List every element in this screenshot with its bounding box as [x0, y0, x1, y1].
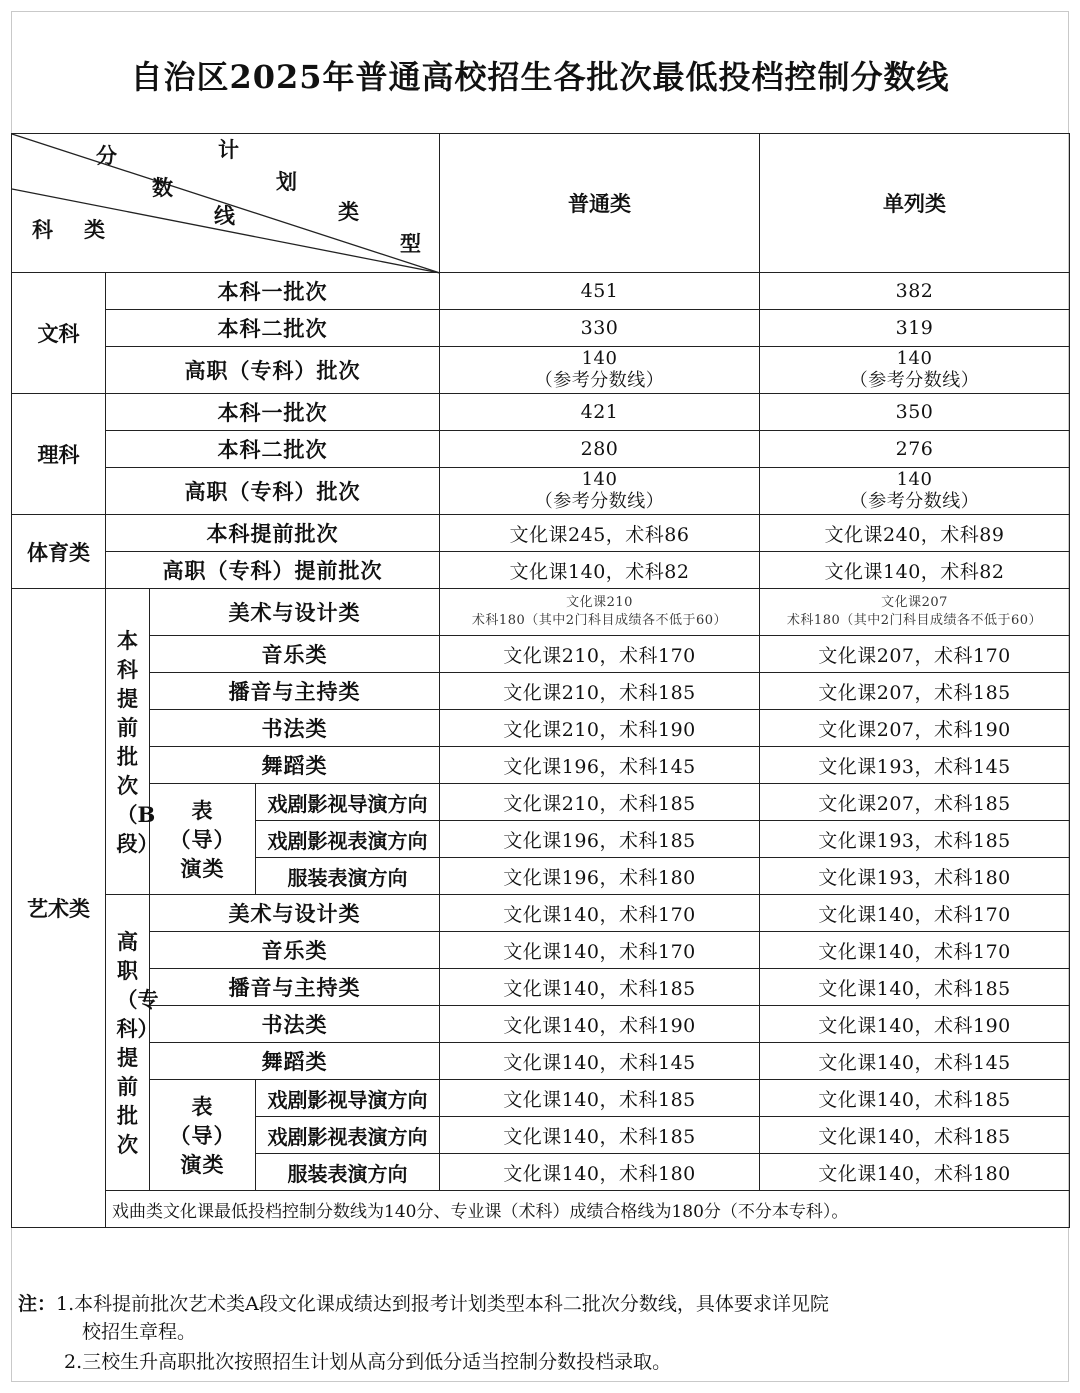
value-putong: 文化课245，术科86 — [440, 515, 760, 552]
diag-char-lei2: 类 — [84, 217, 105, 242]
footnote-1-line-1: 1.本科提前批次艺术类A段文化课成绩达到报考计划类型本科二批次分数线，具体要求详见院 — [56, 1293, 829, 1315]
row-label: 戏剧影视表演方向 — [256, 821, 440, 858]
table-row — [12, 552, 1070, 589]
value-danlie: 文化课240，术科89 — [760, 515, 1070, 552]
row-label: 本科二批次 — [106, 431, 440, 468]
value-danlie: 文化课193，术科185 — [760, 821, 1070, 858]
batch-gaozhi-text: 高职（专科）提前批次 — [116, 928, 159, 1157]
diag-char-xing: 型 — [400, 231, 421, 256]
value-danlie: 350 — [760, 394, 1070, 431]
value-putong: 文化课140，术科145 — [440, 1043, 760, 1080]
value-danlie: 文化课140，术科180 — [760, 1154, 1070, 1191]
row-label: 舞蹈类 — [150, 1043, 440, 1080]
col-header-putong: 普通类 — [440, 134, 760, 273]
value-danlie: 文化课207，术科185 — [760, 673, 1070, 710]
value-putong: 280 — [440, 431, 760, 468]
page-title: 自治区2025年普通高校招生各批次最低投档控制分数线 — [130, 58, 950, 96]
subgroup-biaoyan — [150, 1080, 256, 1191]
value-main: 文化课210 — [566, 595, 633, 610]
batch-gaozhi — [106, 895, 159, 1191]
value-danlie: 文化课140，术科145 — [760, 1043, 1070, 1080]
group-like: 理科 — [12, 394, 106, 515]
table-row — [12, 1080, 1070, 1117]
value-putong: 文化课140，术科185 — [440, 1080, 760, 1117]
value-danlie: 文化课207，术科170 — [760, 636, 1070, 673]
value-danlie: 文化课207，术科190 — [760, 710, 1070, 747]
value-putong: 330 — [440, 310, 760, 347]
value-putong: 文化课140，术科185 — [440, 1117, 760, 1154]
score-table — [11, 133, 1070, 1228]
diagonal-header-cell — [12, 134, 440, 273]
table-row — [12, 1006, 1070, 1043]
col-header-danlie: 单列类 — [760, 134, 1070, 273]
value-danlie: 文化课140，术科185 — [760, 1080, 1070, 1117]
value-putong: 文化课210，术科170 — [440, 636, 760, 673]
table-header — [12, 134, 1070, 273]
value-note: （参考分数线） — [849, 370, 980, 391]
row-label: 高职（专科）批次 — [106, 468, 440, 515]
table-row — [12, 347, 1070, 394]
group-yishu: 艺术类 — [12, 589, 106, 1228]
diag-char-lei: 类 — [338, 199, 359, 224]
value-danlie — [760, 347, 1070, 394]
subgroup-biaoyan-text: 表（导）演类 — [169, 797, 236, 881]
value-putong: 文化课210，术科185 — [440, 784, 760, 821]
row-label: 书法类 — [150, 710, 440, 747]
value-putong: 文化课196，术科180 — [440, 858, 760, 895]
row-label: 高职（专科）提前批次 — [106, 552, 440, 589]
value-danlie: 文化课207，术科185 — [760, 784, 1070, 821]
value-note: （参考分数线） — [534, 491, 665, 512]
value-note: （参考分数线） — [849, 491, 980, 512]
value-main: 文化课207 — [881, 595, 948, 610]
batch-benke-b — [106, 589, 159, 895]
row-label: 戏剧影视导演方向 — [256, 1080, 440, 1117]
value-danlie: 文化课140，术科170 — [760, 895, 1070, 932]
diag-char-ke: 科 — [32, 217, 53, 242]
value-danlie: 文化课193，术科180 — [760, 858, 1070, 895]
group-wenke: 文科 — [12, 273, 106, 394]
value-putong: 文化课196，术科145 — [440, 747, 760, 784]
table-row — [12, 468, 1070, 515]
value-putong: 文化课196，术科185 — [440, 821, 760, 858]
value-danlie: 319 — [760, 310, 1070, 347]
value-putong — [440, 468, 760, 515]
table-row — [12, 710, 1070, 747]
row-label: 音乐类 — [150, 636, 440, 673]
row-label: 戏剧影视表演方向 — [256, 1117, 440, 1154]
row-label: 音乐类 — [150, 932, 440, 969]
value-putong — [440, 347, 760, 394]
value-putong: 文化课140，术科185 — [440, 969, 760, 1006]
value-main: 140 — [896, 348, 933, 369]
table-row — [12, 273, 1070, 310]
footnote-1 — [18, 1290, 978, 1346]
value-main: 140 — [581, 348, 618, 369]
value-putong: 文化课210，术科190 — [440, 710, 760, 747]
diag-char-xian: 线 — [214, 203, 235, 228]
row-label: 播音与主持类 — [150, 969, 440, 1006]
row-label: 本科一批次 — [106, 273, 440, 310]
row-label: 美术与设计类 — [150, 895, 440, 932]
diag-char-ji: 计 — [218, 137, 239, 162]
value-putong: 文化课140，术科170 — [440, 932, 760, 969]
value-putong: 451 — [440, 273, 760, 310]
value-danlie — [760, 468, 1070, 515]
table-row — [12, 589, 1070, 636]
row-label: 书法类 — [150, 1006, 440, 1043]
value-note: 术科180（其中2门科目成绩各不低于60） — [471, 613, 728, 628]
value-danlie — [760, 589, 1070, 636]
table-row — [12, 636, 1070, 673]
value-danlie: 文化课140，术科190 — [760, 1006, 1070, 1043]
row-label: 戏剧影视导演方向 — [256, 784, 440, 821]
value-danlie: 文化课193，术科145 — [760, 747, 1070, 784]
value-putong: 421 — [440, 394, 760, 431]
table-row — [12, 969, 1070, 1006]
table-row — [12, 515, 1070, 552]
value-danlie: 文化课140，术科170 — [760, 932, 1070, 969]
value-putong: 文化课140，术科190 — [440, 1006, 760, 1043]
table-row — [12, 1191, 1070, 1228]
footnote-prefix: 注： — [18, 1293, 57, 1315]
value-putong: 文化课140，术科170 — [440, 895, 760, 932]
footnote-2: 2.三校生升高职批次按照招生计划从高分到低分适当控制分数投档录取。 — [64, 1351, 672, 1373]
row-label: 播音与主持类 — [150, 673, 440, 710]
table-row — [12, 1043, 1070, 1080]
value-main: 140 — [581, 469, 618, 490]
value-main: 140 — [896, 469, 933, 490]
table-row — [12, 431, 1070, 468]
value-danlie: 文化课140，术科82 — [760, 552, 1070, 589]
row-label: 服装表演方向 — [256, 1154, 440, 1191]
xiqu-note: 戏曲类文化课最低投档控制分数线为140分、专业课（术科）成绩合格线为180分（不分本专科）。 — [106, 1191, 1070, 1228]
row-label: 高职（专科）批次 — [106, 347, 440, 394]
subgroup-biaoyan-text: 表（导）演类 — [169, 1093, 236, 1177]
table-row — [12, 784, 1070, 821]
value-danlie: 276 — [760, 431, 1070, 468]
group-tiyu: 体育类 — [12, 515, 106, 589]
subgroup-biaoyan — [150, 784, 256, 895]
row-label: 本科提前批次 — [106, 515, 440, 552]
value-putong: 文化课210，术科185 — [440, 673, 760, 710]
table-row — [12, 673, 1070, 710]
batch-benke-text: 本科提前批次（B段） — [116, 627, 159, 856]
diag-char-fen: 分 — [96, 143, 117, 168]
diag-char-hua: 划 — [276, 169, 297, 194]
table-row — [12, 932, 1070, 969]
value-putong: 文化课140，术科180 — [440, 1154, 760, 1191]
value-danlie: 文化课140，术科185 — [760, 1117, 1070, 1154]
row-label: 本科一批次 — [106, 394, 440, 431]
table-row — [12, 394, 1070, 431]
footnote-1-line-2: 校招生章程。 — [82, 1321, 197, 1343]
row-label: 舞蹈类 — [150, 747, 440, 784]
value-note: （参考分数线） — [534, 370, 665, 391]
table-row — [12, 747, 1070, 784]
row-label: 美术与设计类 — [150, 589, 440, 636]
value-note: 术科180（其中2门科目成绩各不低于60） — [786, 613, 1043, 628]
diag-char-shu: 数 — [152, 175, 173, 200]
value-danlie: 文化课140，术科185 — [760, 969, 1070, 1006]
value-danlie: 382 — [760, 273, 1070, 310]
table-row — [12, 310, 1070, 347]
value-putong — [440, 589, 760, 636]
value-putong: 文化课140，术科82 — [440, 552, 760, 589]
table-row — [12, 895, 1070, 932]
row-label: 本科二批次 — [106, 310, 440, 347]
row-label: 服装表演方向 — [256, 858, 440, 895]
